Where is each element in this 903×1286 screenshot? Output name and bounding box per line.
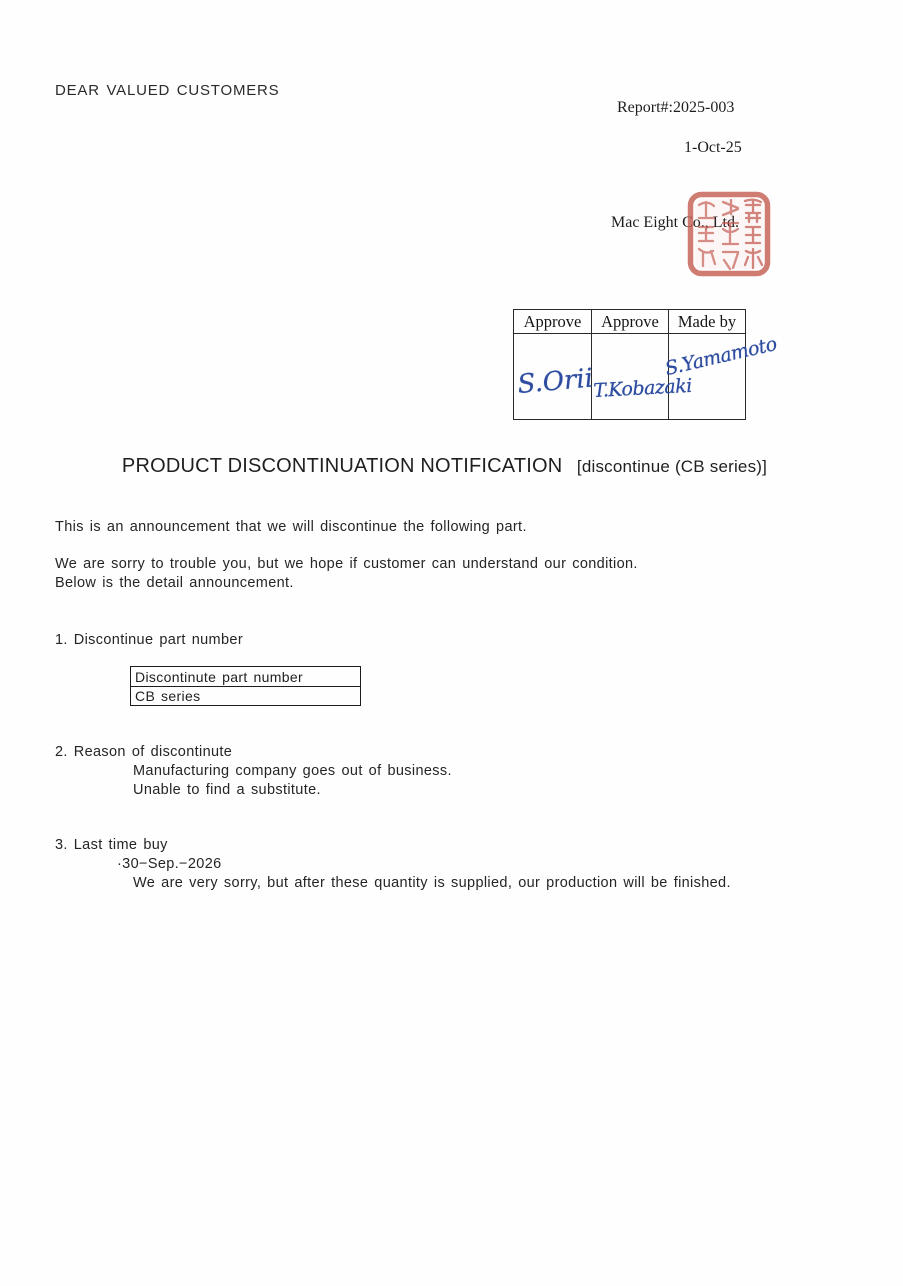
approval-header-label: Approve — [523, 311, 582, 331]
part-table-header-label: Discontinute part number — [135, 668, 304, 685]
report-number: Report#:2025-003 — [617, 99, 735, 116]
signature-approver-2: T.Kobazaki — [592, 374, 693, 402]
section1-heading: 1. Discontinue part number — [55, 632, 243, 648]
part-number-table — [130, 666, 361, 706]
signature-approver-1: S.Orii — [516, 363, 595, 400]
approval-header-cell — [514, 310, 591, 333]
approval-header-label: Made by — [677, 311, 737, 331]
intro-paragraph: This is an announcement that we will discontinue the following part. — [55, 519, 527, 535]
part-table-value-row — [131, 686, 360, 705]
section3-heading: 3. Last time buy — [55, 837, 168, 853]
section2-reason-line-1: Manufacturing company goes out of business. — [133, 763, 452, 779]
apology-line-2: Below is the detail announcement. — [55, 575, 294, 591]
apology-line-1: We are sorry to trouble you, but we hope if customer can understand our condition. — [55, 556, 638, 572]
approval-header-label: Approve — [601, 311, 659, 331]
section3-note: We are very sorry, but after these quantity is supplied, our production will be finished. — [133, 875, 731, 891]
approval-header-cell — [668, 310, 745, 333]
signature-made-by: S.Yamamoto — [663, 332, 779, 380]
section3-last-buy-date: ·30−Sep.−2026 — [117, 856, 222, 872]
document-date: 1-Oct-25 — [684, 139, 742, 156]
company-name: Mac Eight Co., Ltd. — [611, 214, 739, 231]
document-title-main: PRODUCT DISCONTINUATION NOTIFICATION — [121, 455, 563, 477]
approval-header-cell — [591, 310, 668, 333]
company-seal-icon — [686, 190, 772, 278]
salutation: DEAR VALUED CUSTOMERS — [55, 82, 280, 99]
section2-reason-line-2: Unable to find a substitute. — [133, 782, 321, 798]
section2-heading: 2. Reason of discontinute — [55, 744, 233, 760]
part-table-value: CB series — [135, 688, 201, 704]
part-table-header-row — [131, 667, 360, 686]
document-title — [0, 455, 889, 478]
document-title-suffix: [discontinue (CB series)] — [576, 457, 768, 476]
